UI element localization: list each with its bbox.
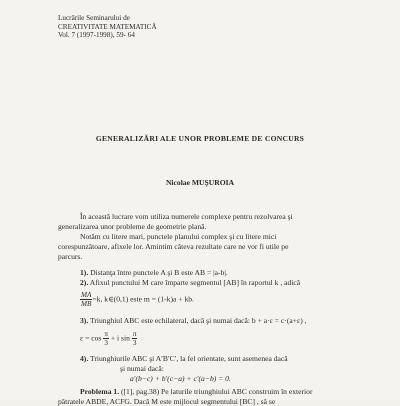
similarity-equation: a′(b−c) + b′(c−a) + c′(a−b) = 0. [130,374,231,383]
result-item-3 [80,316,307,325]
epsilon-def: ε = cos [80,333,102,343]
header-line: Vol. 7 (1997-1998), 59- 64 [58,31,135,40]
problem-1 [80,387,313,396]
item-text: şi numai dacă: [120,364,164,373]
paper-title: GENERALIZĂRI ALE UNOR PROBLEME DE CONCURS [95,134,305,143]
fraction-denominator: 3 [132,339,137,347]
problem-text: ([1], pag.38) Pe laturile triunghiului ABC construim în exterior [119,387,313,396]
header-line: Lucrările Seminarului de [58,14,130,22]
item-number: 1). [80,268,89,277]
item-condition: =k, k∈(0,1) este m = (1-k)a + kb. [92,294,194,304]
item-number: 3). [80,316,89,325]
fraction-numerator: MA [81,291,92,299]
result-item-4 [80,354,288,363]
epsilon-sin: + i sin [110,333,130,343]
item-number: 4). [80,354,89,363]
intro-line: parcurs. [58,252,83,261]
pi-over-three-fraction [132,330,138,347]
result-item-1 [80,268,228,277]
intro-line: generalizarea unor probleme de geometrie plană. [58,222,207,231]
ratio-fraction [80,291,92,308]
intro-line: Notăm cu litere mari, punctele planului complex şi cu litere mici [80,232,277,241]
fraction-denominator: 3 [104,339,108,347]
pi-over-three-fraction [103,330,109,347]
item-text: Triunghiurile ABC şi A′B′C′, la fel orientate, sunt asemenea dacă [88,354,288,363]
item-number: 2). [80,278,89,287]
author-name: Nicolae MUŞUROIA [165,178,235,187]
item-text: Triunghiul ABC este echilateral, dacă şi numai dacă: b + a·ε = c·(a+ε) , [88,316,307,325]
result-item-2 [80,278,300,287]
epsilon-formula [80,330,137,347]
problem-label: Problema 1. [80,387,120,396]
item-text: Afixul punctului M care împarte segmentul [AB] în raportul k , adică [88,278,301,287]
result-item-2-formula [80,291,194,308]
fraction-numerator: π [104,330,108,338]
item-text: Distanţa între punctele A şi B este AB = |a-b|. [88,268,228,277]
fraction-denominator: MB [81,300,92,308]
problem-line: pătratele ABDE, ACFG. Dacă M este mijlocul segmentului [BC] , să se [58,397,276,406]
intro-line: corespunzătoare, afixele lor. Amintim câteva rezultate care ne vor fi utile pe [58,242,289,251]
intro-line: În această lucrare vom utiliza numerele complexe pentru rezolvarea şi [80,212,293,221]
journal-header [58,14,198,40]
fraction-numerator: π [132,330,137,338]
header-line: CREATIVITATE MATEMATICĂ [58,22,157,31]
